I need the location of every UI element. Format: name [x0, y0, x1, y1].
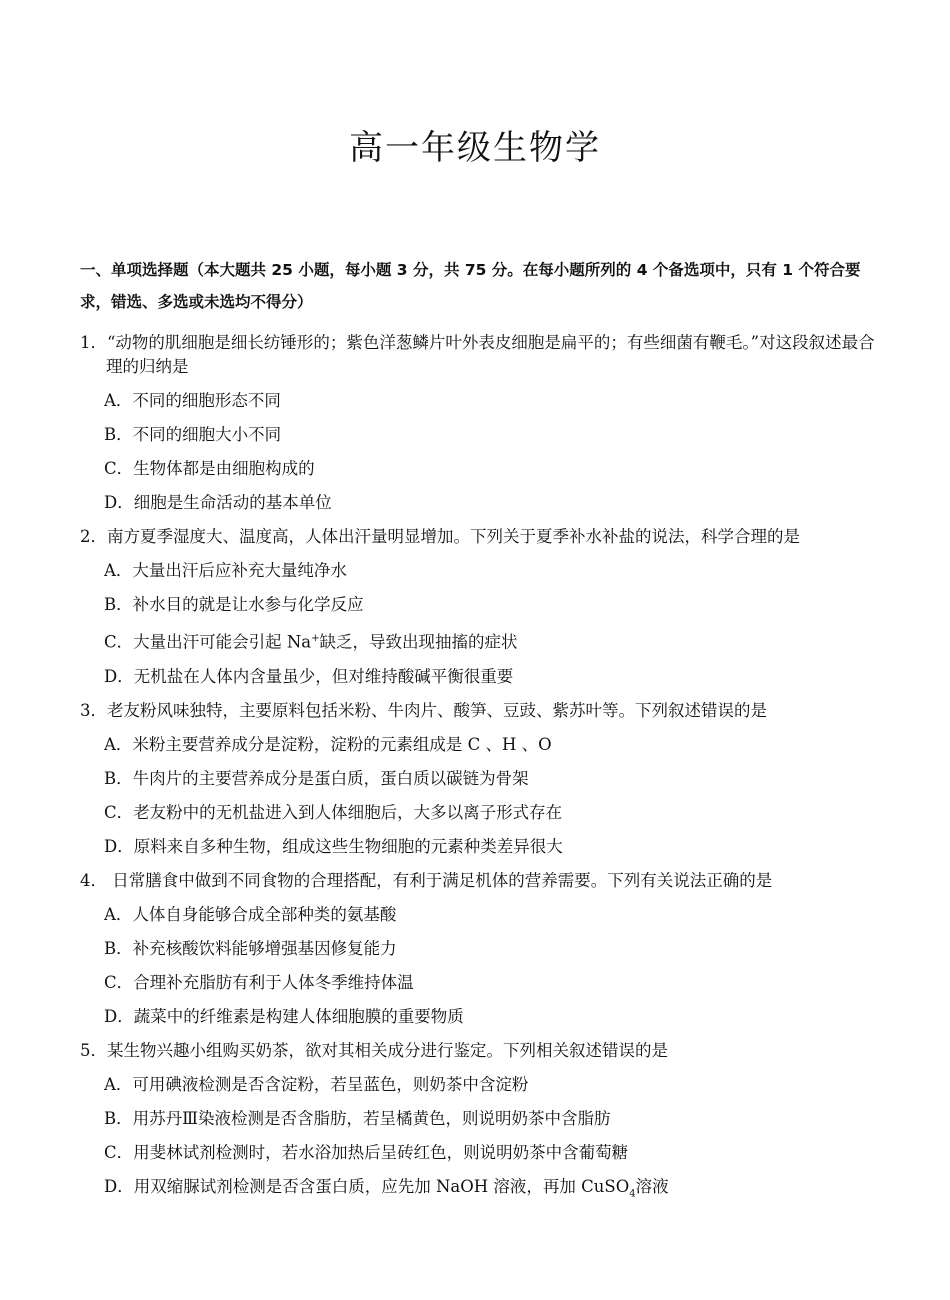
question-5-option-a: A．可用碘液检测是否含淀粉，若呈蓝色，则奶茶中含淀粉: [104, 1074, 529, 1094]
question-4-option-c: C．合理补充脂肪有利于人体冬季维持体温: [104, 972, 414, 992]
question-3-option-c: C．老友粉中的无机盐进入到人体细胞后，大多以离子形式存在: [104, 802, 563, 822]
question-5-option-c: C．用斐林试剂检测时，若水浴加热后呈砖红色，则说明奶茶中含葡萄糖: [104, 1142, 629, 1162]
question-2-option-b: B．补水目的就是让水参与化学反应: [104, 595, 364, 614]
section-heading: 一、单项选择题（本大题共 25 小题，每小题 3 分，共 75 分。在每小题所列的 4 个备选项中，只有 1 个符合要求，错选、多选或未选均不得分）: [80, 261, 861, 311]
question-1-option-d: D．细胞是生命活动的基本单位: [104, 493, 332, 512]
question-5-option-d-text: D．用双缩脲试剂检测是否含蛋白质，应先加 NaOH 溶液，再加 CuSO: [104, 1176, 630, 1196]
question-4-option-a: A．人体自身能够合成全部种类的氨基酸: [104, 904, 397, 924]
question-4: 4． 日常膳食中做到不同食物的合理搭配，有利于满足机体的营养需要。下列有关说法正确的是: [80, 870, 773, 890]
question-2-option-d: D．无机盐在人体内含量虽少，但对维持酸碱平衡很重要: [104, 666, 514, 686]
question-4-option-d: D．蔬菜中的纤维素是构建人体细胞膜的重要物质: [104, 1006, 464, 1026]
question-1-option-c: C．生物体都是由细胞构成的: [104, 459, 315, 478]
question-5-option-d-tail: 溶液: [635, 1176, 669, 1196]
question-3: 3．老友粉风味独特，主要原料包括米粉、牛肉片、酸笋、豆豉、紫苏叶等。下列叙述错误的是: [80, 700, 767, 720]
question-2-option-c: [104, 627, 880, 655]
question-2: 2．南方夏季湿度大、温度高，人体出汗量明显增加。下列关于夏季补水补盐的说法，科学合理的是: [80, 527, 800, 546]
question-3-option-a: A．米粉主要营养成分是淀粉，淀粉的元素组成是 C 、H 、O: [104, 734, 552, 754]
question-2-option-a: A．大量出汗后应补充大量纯净水: [104, 561, 347, 580]
question-3-option-d: D．原料来自多种生物，组成这些生物细胞的元素种类差异很大: [104, 836, 563, 856]
question-3-option-b: B．牛肉片的主要营养成分是蛋白质，蛋白质以碳链为骨架: [104, 768, 529, 788]
question-5-option-d: [104, 1175, 880, 1206]
sodium-charge: +: [311, 633, 320, 644]
question-5-option-b: B．用苏丹Ⅲ染液检测是否含脂肪，若呈橘黄色，则说明奶茶中含脂肪: [104, 1108, 611, 1128]
question-2-option-c-tail: 缺乏，导致出现抽搐的症状: [319, 632, 518, 652]
sulfate-subscript: 4: [629, 1187, 636, 1199]
question-1-option-b: B．不同的细胞大小不同: [104, 425, 282, 444]
question-2-option-c-text: C．大量出汗可能会引起 Na: [104, 632, 312, 652]
question-5: 5．某生物兴趣小组购买奶茶，欲对其相关成分进行鉴定。下列相关叙述错误的是: [80, 1040, 668, 1060]
question-1: 1．“动物的肌细胞是细长纺锤形的；紫色洋葱鳞片叶外表皮细胞是扁平的；有些细菌有鞭毛。”对这段叙述最合理的归纳是: [80, 333, 875, 376]
question-4-option-b: B．补充核酸饮料能够增强基因修复能力: [104, 938, 397, 958]
page-title: 高一年级生物学: [349, 128, 601, 168]
question-1-option-a: A．不同的细胞形态不同: [104, 391, 281, 410]
question-list: [80, 331, 880, 1216]
